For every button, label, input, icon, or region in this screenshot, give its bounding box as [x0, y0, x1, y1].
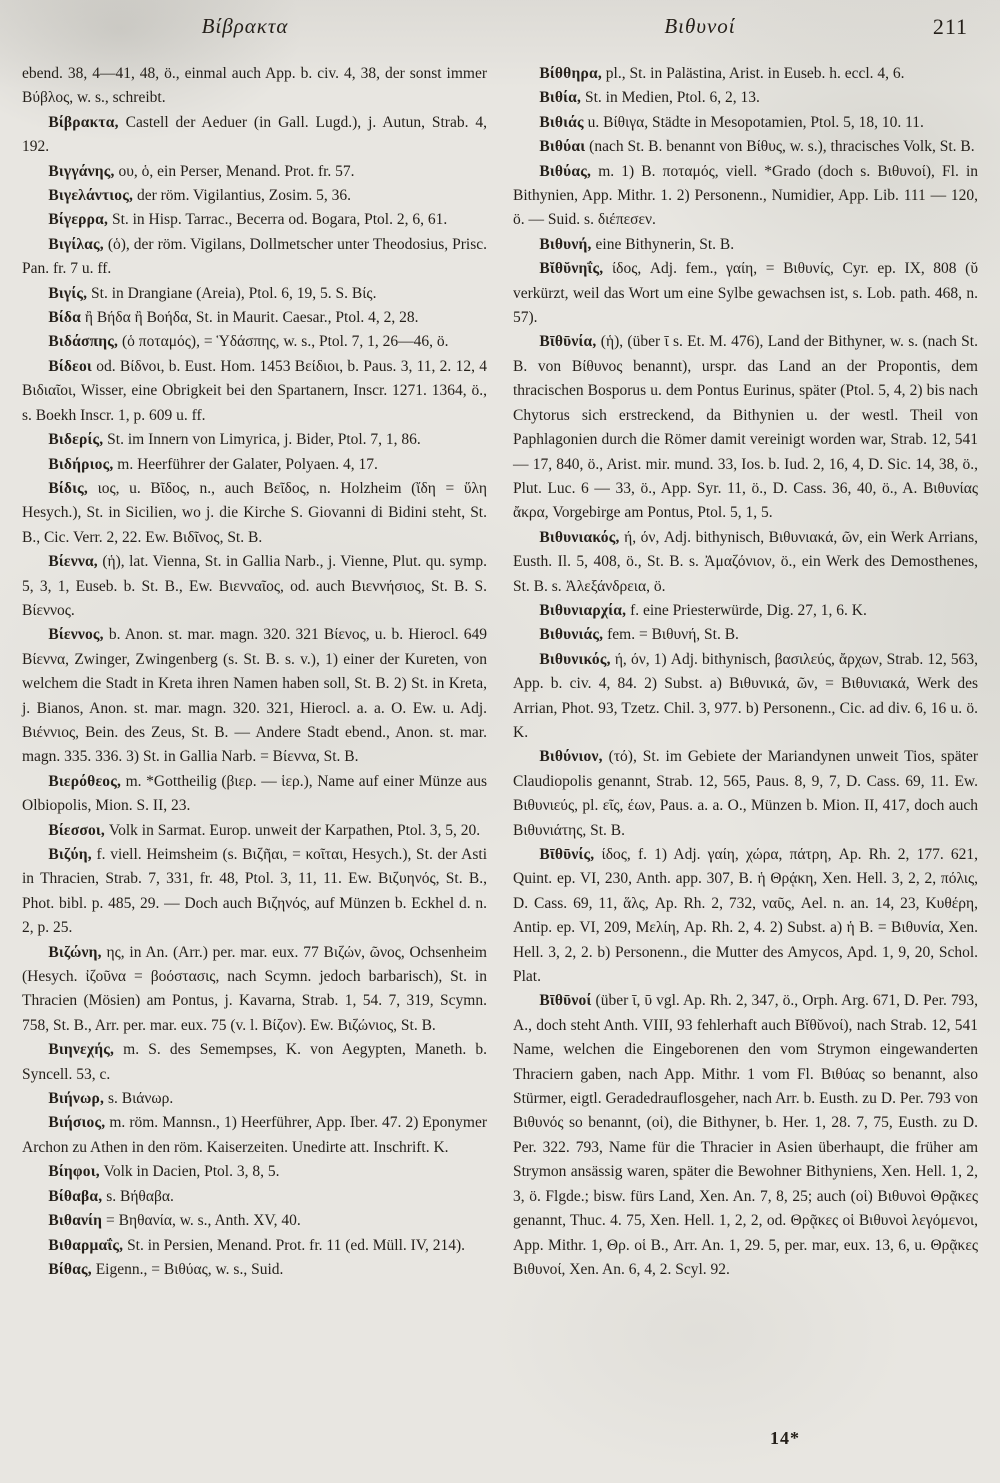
entry-text: m. Heerführer der Galater, Polyaen. 4, 17.: [113, 455, 378, 473]
entry-lemma: Βιηνεχής,: [48, 1041, 115, 1059]
entry-text: s. Βήθαβα.: [102, 1187, 174, 1205]
entry-lemma: Βιθυνιάς,: [539, 626, 604, 644]
entry-text: St. im Innern von Limyrica, j. Bider, Ptol. 7, 1, 86.: [103, 431, 421, 449]
entry-lemma: Βιθύας,: [539, 162, 592, 180]
dictionary-entry: [22, 550, 487, 623]
dictionary-entry: [22, 1160, 487, 1184]
dictionary-entry: [513, 86, 978, 110]
dictionary-entry: [22, 282, 487, 306]
dictionary-entry: [22, 1038, 487, 1087]
entry-lemma: Βιήσιος,: [48, 1114, 106, 1132]
dictionary-entry: [513, 745, 978, 843]
entry-lemma: Βιθιάς: [539, 113, 584, 131]
dictionary-entry: [513, 257, 978, 330]
entry-text: Volk in Dacien, Ptol. 3, 8, 5.: [99, 1163, 280, 1181]
dictionary-entry: [22, 111, 487, 160]
entry-text: St. in Medien, Ptol. 6, 2, 13.: [581, 89, 760, 107]
entry-lemma: Βιθύαι: [539, 138, 586, 156]
entry-lemma: Βίεσσοι,: [48, 821, 106, 839]
entry-lemma: Βῑθῡνία,: [539, 333, 597, 351]
entry-lemma: Βιθυνή,: [539, 235, 592, 253]
entry-lemma: Βιθανίη: [48, 1212, 103, 1230]
entry-lemma: Βίδα: [48, 309, 81, 327]
entry-lemma: Βίθας,: [48, 1260, 92, 1278]
entry-lemma: Βίεννος,: [48, 626, 104, 644]
running-head-right: Βιθυνοί: [664, 14, 736, 38]
entry-text: ου, ὁ, ein Perser, Menand. Prot. fr. 57.: [114, 162, 355, 180]
entry-text: m. S. des Semempses, K. von Aegypten, Maneth. b. Syncell. 53, c.: [22, 1041, 487, 1083]
dictionary-entry: [22, 330, 487, 354]
dictionary-entry: [22, 1087, 487, 1111]
entry-lemma: Βιδερίς,: [48, 431, 104, 449]
dictionary-entry: [22, 819, 487, 843]
entry-text: ἢ Βήδα ἢ Βοήδα, St. in Maurit. Caesar., Ptol. 4, 2, 28.: [80, 309, 419, 327]
entry-lemma: Βίβρακτα,: [48, 113, 119, 131]
entry-text: der röm. Vigilantius, Zosim. 5, 36.: [133, 187, 352, 205]
entry-lemma: Βῑθῡνοί: [539, 992, 592, 1010]
entry-text: (ἡ), (über ῑ s. Et. M. 476), Land der Bithyner, w. s. (nach St. B. von Βίθυνος benannt), urspr. das Land an der Propontis, dem thracischen Bosporus u. dem Pontus Eurinus, später (Ptol. 5, 4, 2) bis nach Chytorus sich erstreckend, da Bithynien u. der westl. Theil von Paphlagonien durch die Römer damit vereinigt worden war, Strab. 12, 541 — 17, 840, ö., Arist. mir. mund. 33, Ios. b. Iud. 2, 16, 4, D. Sic. 14, 38, ö., Plut. Luc. 6 — 33, ö., App. Syr. 11, ö., D. Cass. 36, 40, ö., A. Βιθυνίας ἄκρα, Vorgebirge am Pontus, Ptol. 5, 1, 5.: [513, 333, 978, 522]
dictionary-entry: [22, 1185, 487, 1209]
entry-text: ης, in An. (Arr.) per. mar. eux. 77 Βιζών, ῶνος, Ochsenheim (Hesych. ἰζοῦνα = βοόστασις, nach Scymn. jedoch barbarisch), St. in Thracien (Mösien) am Pontus, j. Kavarna, Strab. 1, 54. 7, 319, Scymn. 758, St. B., Arr. per. mar. eux. 75 (v. l. Βίζον). Ew. Βιζώνιος, St. B.: [22, 943, 487, 1034]
signature-mark: 14*: [770, 1428, 800, 1448]
dictionary-entry: [22, 1111, 487, 1160]
entry-lemma: Βιερόθεος,: [48, 772, 122, 790]
dictionary-entry: [22, 941, 487, 1039]
dictionary-entry: [513, 526, 978, 599]
entry-text: ίδος, Adj. fem., γαίη, = Βιθυνίς, Cyr. ep. IX, 808 (ῠ verkürzt, weil das Wort um eine Sylbe gewachsen ist, s. Lob. path. 468, n. 57).: [513, 260, 978, 327]
dictionary-entry: [22, 208, 487, 232]
entry-text: b. Anon. st. mar. magn. 320. 321 Βίενος, u. b. Hierocl. 649 Βίεννα, Zwinger, Zwingenberg (s. St. B. s. v.), 1) einer der Kureten, von welchem die Stadt in Kreta ihren Namen haben soll, St. B. 2) St. in Kreta, j. Bianos, Anon. st. mar. magn. 320. 321, Hierocl. a. a. O. Ew. u. Adj. Βιέννιος, Bein. des Zeus, St. B. — Andere Stadt ebend., Anon. st. mar. magn. 335. 336. 3) St. in Gallia Narb. = Βίεννα, St. B.: [22, 626, 487, 766]
entry-text: (nach St. B. benannt von Βίθυς, w. s.), thracisches Volk, St. B.: [585, 138, 975, 156]
dictionary-entry: [22, 453, 487, 477]
entry-text: St. in Hisp. Tarrac., Becerra od. Bogara, Ptol. 2, 6, 61.: [108, 211, 448, 229]
entry-lemma: Βιγγάνης,: [48, 162, 115, 180]
entry-text: ή, όν, 1) Adj. bithynisch, βασιλεύς, ἄρχων, Strab. 12, 563, App. b. civ. 4, 84. 2) Subst. a) Βιθυνικά, ῶν, = Βιθυνιακά, Werk des Arrian, Phot. 93, Tzetz. Chil. 3, 977. b) Personenn., Cic. ad div. 6, 16 u. ö. K.: [513, 650, 978, 741]
dictionary-entry: [22, 1234, 487, 1258]
entry-lemma: Βιθία,: [539, 89, 582, 107]
dictionary-entry: [513, 648, 978, 746]
dictionary-entry: [513, 233, 978, 257]
page-number: 211: [932, 14, 968, 39]
dictionary-entry: [513, 160, 978, 233]
entry-text: (über ῑ, ῡ vgl. Ap. Rh. 2, 347, ö., Orph. Arg. 671, D. Per. 793, A., doch steht Anth. VIII, 93 fehlerhaft auch Βῐθῠνοί), nach Strab. 12, 541 Name, welchen die Eingeborenen den vom Strymon eingewanderten Thraciern gaben, nach App. Mithr. 1 vom Fl. Βιθύας so benannt, also Stürmer, eigtl. Geradedrauflosgeher, nach Arr. b. Eusth. zu D. Per. 793 von Βιθυνός so benannt, (οἱ), die Bithyner, b. Her. 1, 28. 7, 75, Eusth. zu D. Per. 322. 793, Name für die Thracier in Asien überhaupt, die früher am Strymon ansässig waren, später die Bewohner Bithyniens, Xen. Hell. 1, 2, 3, ö. Flgde.; bisw. fürs Land, Xen. An. 7, 8, 25; auch (οἱ) Βιθυνοὶ Θρᾷκες genannt, Thuc. 4. 75, Xen. Hell. 1, 2, 2, od. Θρᾷκες οἱ Βιθυνοὶ λεγόμενοι, App. Mithr. 1, Θρ. οἱ Β., Arr. An. 1, 29. 5, per. mar, eux. 13, 6, u. Θρᾷκες Βιθυνοί, Xen. An. 6, 4, 2. Scyl. 92.: [513, 992, 978, 1278]
entry-lemma: Βίδις,: [48, 479, 88, 497]
entry-text: f. eine Priesterwürde, Dig. 27, 1, 6. K.: [626, 601, 867, 619]
dictionary-entry: [22, 62, 487, 111]
dictionary-entry: [22, 428, 487, 452]
entry-text: ιος, u. Βῖδος, n., auch Βεῖδος, n. Holzheim (ἴδη = ὕλη Hesych.), St. in Sicilien, wo j. die Kirche S. Giovanni di Bidini steht, St. B., Cic. Verr. 2, 22. Ew. Βιδῖνος, St. B.: [22, 479, 487, 546]
entry-lemma: Βίεννα,: [48, 553, 98, 571]
dictionary-entry: [22, 184, 487, 208]
dictionary-entry: [22, 477, 487, 550]
entry-text: Castell der Aeduer (in Gall. Lugd.), j. Autun, Strab. 4, 192.: [22, 113, 487, 156]
entry-text: u. Βίθιγα, Städte in Mesopotamien, Ptol. 5, 18, 10. 11.: [583, 113, 924, 131]
entry-text: s. Βιάνωρ.: [104, 1090, 174, 1108]
entry-lemma: Βιθυνιακός,: [539, 528, 620, 546]
dictionary-entry: [22, 1209, 487, 1233]
entry-lemma: Βιδήριος,: [48, 455, 114, 473]
dictionary-entry: [513, 843, 978, 989]
left-column: [22, 62, 487, 1282]
entry-lemma: Βίθθηρα,: [539, 65, 602, 82]
entry-text: (ἡ), lat. Vienna, St. in Gallia Narb., j. Vienne, Plut. qu. symp. 5, 3, 1, Euseb. b. St. B., Ew. Βιενναῖος, od. auch Βιεννήσιος, St. B. S. Βίεννος.: [22, 553, 487, 619]
dictionary-entry: [22, 770, 487, 819]
dictionary-entry: [513, 989, 978, 1282]
entry-lemma: Βιγίλας,: [48, 235, 104, 253]
entry-text: m. 1) Β. ποταμός, viell. *Grado (doch s. Βιθυνοί), Fl. in Bithynien, App. Mithr. 1. 2) Personenn., Numidier, App. Lib. 111 — 120, ö. — Suid. s. διέπεσεν.: [513, 162, 978, 229]
entry-text: (ὁ ποταμός), = Ὑδάσπης, w. s., Ptol. 7, 1, 26—46, ö.: [118, 333, 449, 351]
entry-text: ή, όν, Adj. bithynisch, Βιθυνιακά, ῶν, ein Werk Arrians, Eusth. Il. 5, 408, ö., St. B. s. Ἀμαζόνιον, ö., ein Werk des Demosthenes, St. B. s. Ἀλεξάνδρεια, ö.: [513, 528, 978, 595]
dictionary-entry: [513, 135, 978, 159]
entry-text: eine Bithynerin, St. B.: [591, 235, 735, 253]
entry-lemma: Βιθύνιον,: [539, 748, 603, 766]
entry-text: f. viell. Heimsheim (s. Βιζῆαι, = κοῖται, Hesych.), St. der Asti in Thracien, Strab. 7, 331, fr. 48, Ptol. 3, 11, 11. Ew. Βιζυηνός, St. B., Phot. bibl. p. 485, 29. — Doch auch Βιζηνός, auf Münzen b. Eckhel d. n. 2, p. 25.: [22, 846, 487, 937]
entry-text: ίδος, f. 1) Adj. γαίη, χώρα, πάτρη, Ap. Rh. 2, 177. 621, Quint. ep. VI, 230, Anth. app. 307, Β. ἡ Θρᾴκη, Xen. Hell. 3, 2, 2, πόλις, D. Cass. 69, 11, ἅλς, Ap. Rh. 2, 732, ναῦς, Ael. n. an. 14, 23, Κυθέρη, Antip. ep. VI, 209, Μελίη, Ap. Rh. 2, 4. 2) Subst. a) ἡ Β. = Βιθυνία, Xen. Hell. 3, 2, 2. b) Personenn., die Mutter des Amycos, Apd. 1, 9, 20, Schol. Plat.: [513, 846, 978, 986]
dictionary-entry: [22, 160, 487, 184]
entry-lemma: Βίηφοι,: [48, 1163, 100, 1181]
dictionary-entry: [513, 330, 978, 525]
entry-lemma: Βιδάσπης,: [48, 333, 119, 351]
entry-text: m. röm. Mannsn., 1) Heerführer, App. Iber. 47. 2) Eponymer Archon zu Athen in den röm. Kaiserzeiten. Unedirte att. Inschrift. K.: [22, 1114, 487, 1156]
entry-text: = Βηθανία, w. s., Anth. XV, 40.: [102, 1212, 301, 1230]
dictionary-entry: [22, 623, 487, 769]
entry-lemma: Βίδεοι: [48, 357, 92, 375]
entry-text: pl., St. in Palästina, Arist. in Euseb. h. eccl. 4, 6.: [601, 65, 905, 82]
entry-lemma: Βῑθῡνίς,: [539, 846, 595, 863]
right-column: [513, 62, 978, 1282]
entry-text: St. in Drangiane (Areia), Ptol. 6, 19, 5. S. Βίς.: [87, 284, 377, 302]
entry-text: ebend. 38, 4—41, 48, ö., einmal auch App. b. civ. 4, 38, der sonst immer Βύβλος, w. s., schreibt.: [22, 65, 487, 107]
dictionary-entry: [513, 111, 978, 135]
entry-lemma: Βῐθῠνηΐς,: [539, 260, 604, 278]
entry-text: fem. = Βιθυνή, St. B.: [603, 626, 739, 644]
entry-lemma: Βιζύη,: [48, 846, 92, 863]
entry-text: Eigenn., = Βιθύας, w. s., Suid.: [91, 1260, 284, 1278]
entry-text: (ὁ), der röm. Vigilans, Dollmetscher unter Theodosius, Prisc. Pan. fr. 7 u. ff.: [22, 235, 487, 278]
running-head-left: Βίβρακτα: [201, 14, 289, 38]
dictionary-entry: [22, 233, 487, 282]
dictionary-entry: [513, 599, 978, 623]
entry-text: m. *Gottheilig (βιερ. — ἱερ.), Name auf einer Münze aus Olbiopolis, Mion. S. II, 23.: [22, 772, 487, 815]
entry-lemma: Βίθαβα,: [48, 1187, 103, 1205]
dictionary-entry: [22, 355, 487, 428]
entry-text: od. Βίδνοι, b. Eust. Hom. 1453 Βείδιοι, b. Paus. 3, 11, 2. 12, 4 Βιδιαῖοι, Wisser, eine Obrigkeit bei den Spartanern, Inscr. 1271. 1364, ö., s. Boekh Inscr. 1, p. 609 u. ff.: [22, 357, 487, 424]
running-heads: [0, 14, 1000, 50]
entry-text: St. in Persien, Menand. Prot. fr. 11 (ed. Müll. IV, 214).: [123, 1236, 466, 1254]
dictionary-entry: [22, 843, 487, 941]
entry-lemma: Βιθυνιαρχία,: [539, 601, 627, 619]
dictionary-entry: [22, 306, 487, 330]
dictionary-entry: [513, 623, 978, 647]
text-columns: [22, 62, 978, 1282]
dictionary-entry: [22, 1258, 487, 1282]
entry-lemma: Βιθυνικός,: [539, 650, 611, 668]
entry-lemma: Βιήνωρ,: [48, 1090, 105, 1108]
entry-text: (τό), St. im Gebiete der Mariandynen unweit Tios, später Claudiopolis genannt, Strab. 12, 565, Paus. 8, 9, 7, D. Cass. 69, 11. Ew. Βιθυνιεύς, pl. εῖς, έων, Paus. a. a. O., Münzen b. Mion. II, 417, doch auch Βιθυνιάτης, St. B.: [513, 748, 978, 839]
entry-text: Volk in Sarmat. Europ. unweit der Karpathen, Ptol. 3, 5, 20.: [105, 821, 481, 839]
entry-lemma: Βιγελάντιος,: [48, 187, 134, 205]
entry-lemma: Βιζώνη,: [48, 943, 102, 961]
entry-lemma: Βίγερρα,: [48, 211, 109, 229]
entry-lemma: Βιγίς,: [48, 284, 88, 302]
entry-lemma: Βιθαρμαΐς,: [48, 1236, 124, 1254]
dictionary-entry: [513, 62, 978, 86]
